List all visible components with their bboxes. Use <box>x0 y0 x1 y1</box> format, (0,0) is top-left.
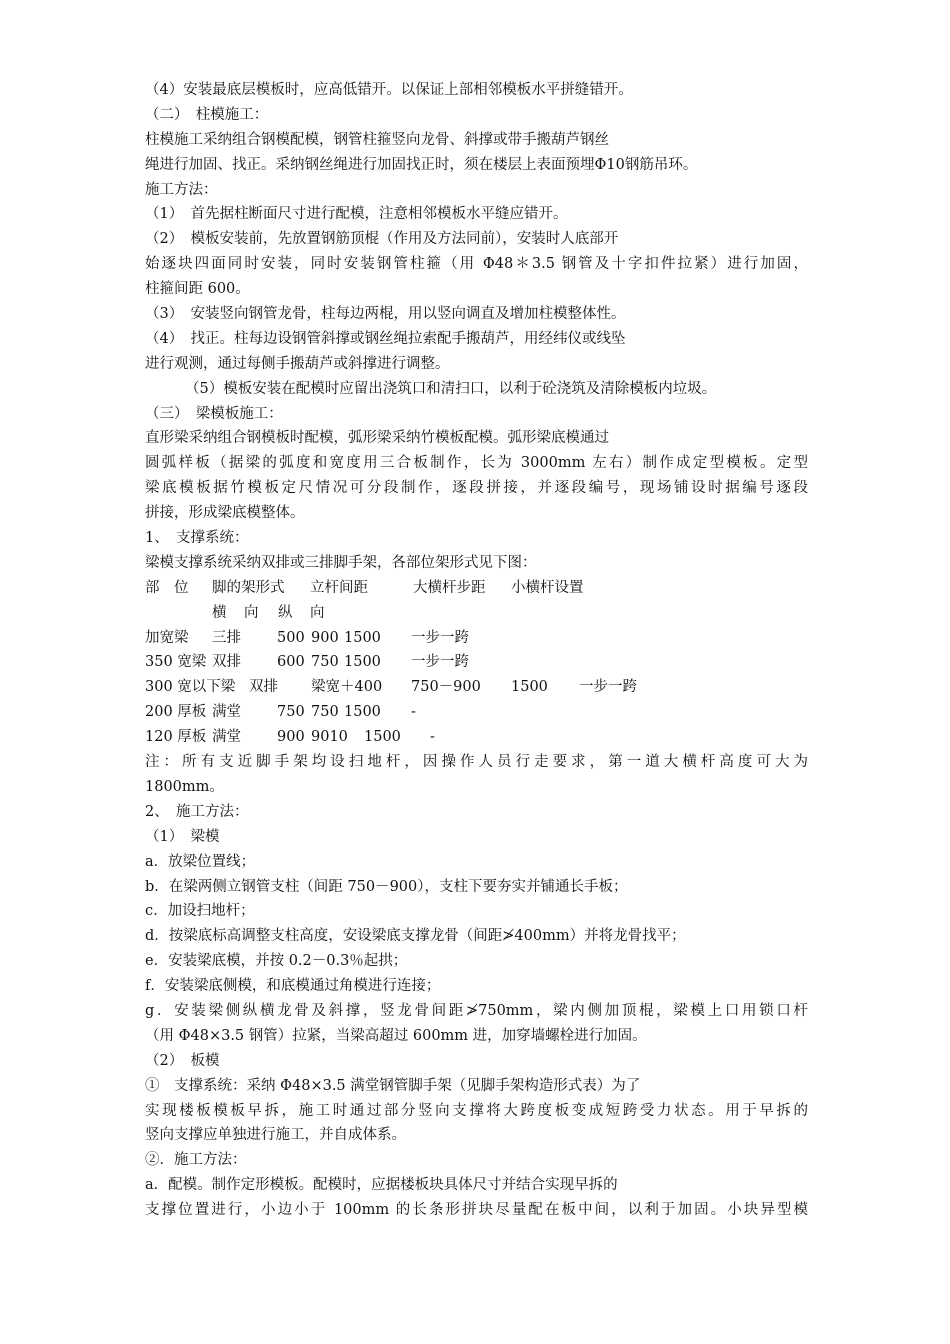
table-cell: 120 厚板 <box>145 729 207 746</box>
table-cell: 900 <box>277 729 305 746</box>
table-cell: 满堂 <box>212 729 241 746</box>
text-line: 圆弧样板（据梁的弧度和宽度用三合板制作，长为 3000mm 左右）制作成定型模板。定型 <box>145 455 808 472</box>
table-cell: 750 <box>311 654 339 671</box>
table-cell: 梁宽＋400 <box>311 679 383 696</box>
text-line: 始逐块四面同时安装，同时安装钢管柱箍（用 Φ48＊3.5 钢管及十字扣件拉紧）进行加固， <box>145 256 808 273</box>
table-cell: 200 厚板 <box>145 704 207 721</box>
text-line: 拼接，形成梁底模整体。 <box>145 505 305 522</box>
table-cell: 600 <box>277 654 305 671</box>
list-item: g．安装梁侧纵横龙骨及斜撑，竖龙骨间距≯750mm，梁内侧加顶棍，梁模上口用锁口杆 <box>145 1002 808 1019</box>
table-cell: 一步一跨 <box>411 654 469 671</box>
list-item: b．在梁两侧立钢管支柱（间距 750－900），支柱下要夯实并铺通长手板； <box>145 878 628 895</box>
text-line: 注：所有支近脚手架均设扫地杆，因操作人员行走要求，第一道大横杆高度可大为 <box>145 754 808 771</box>
text-line: 梁底模板据竹模板定尺情况可分段制作，逐段拼接，并逐段编号，现场铺设时据编号逐段 <box>145 480 808 497</box>
table-header <box>145 576 808 601</box>
text-line: （5）模板安装在配模时应留出浇筑口和清扫口，以利于砼浇筑及清除模板内垃圾。 <box>185 380 717 397</box>
section-heading: （二） 柱模施工： <box>145 106 269 123</box>
table-cell: 1500 <box>344 629 381 646</box>
table-cell: 750 <box>311 704 339 721</box>
text-line: ②．施工方法： <box>145 1152 247 1169</box>
text-line: （用 Φ48×3.5 钢管）拉紧，当梁高超过 600mm 进，加穿墙螺栓进行加固。 <box>145 1027 647 1044</box>
text-line: （3） 安装竖向钢管龙骨，柱每边两棍，用以竖向调直及增加柱模整体性。 <box>145 306 626 323</box>
table-header-cell: 立杆间距 <box>310 579 368 596</box>
table-cell: 9010 <box>311 729 348 746</box>
table-header-cell: 部 位 <box>145 579 189 596</box>
table-cell: 350 宽梁 <box>145 654 207 671</box>
table-cell: 500 <box>277 629 305 646</box>
section-heading: （三） 梁模板施工： <box>145 405 283 422</box>
table-row <box>145 700 808 725</box>
list-item: a．放梁位置线； <box>145 853 256 870</box>
table-header-cell: 大横杆步距 <box>413 579 486 596</box>
table-cell: 双排 <box>212 654 241 671</box>
table-subheader <box>145 601 808 626</box>
text-line: 绳进行加固、找正。采纳钢丝绳进行加固找正时，须在楼层上表面预埋Φ10钢筋吊环。 <box>145 156 698 173</box>
table-subheader-cell: 横 <box>212 604 227 621</box>
text-line: （1） 梁模 <box>145 828 220 845</box>
list-item: e．安装梁底模，并按 0.2－0.3％起拱； <box>145 953 408 970</box>
section-heading: 2、 施工方法： <box>145 803 249 820</box>
text-line: （4）安装最底层模板时，应高低错开。以保证上部相邻模板水平拼缝错开。 <box>145 82 633 98</box>
text-line: （2） 板模 <box>145 1052 220 1069</box>
table-cell: 一步一跨 <box>411 629 469 646</box>
table-cell: 三排 <box>212 629 241 646</box>
text-line: （2） 模板安装前，先放置钢筋顶棍（作用及方法同前），安装时人底部开 <box>145 231 619 248</box>
text-line: 支撑位置进行，小边小于 100mm 的长条形拼块尽量配在板中间，以利于加固。小块异型模 <box>145 1202 808 1219</box>
table-cell: 1500 <box>511 679 548 696</box>
text-line: ① 支撑系统：采纳 Φ48×3.5 满堂钢管脚手架（见脚手架构造形式表）为了 <box>145 1077 641 1094</box>
table-subheader-cell: 纵 <box>278 604 293 621</box>
text-line: a．配模。制作定形模板。配模时，应据楼板块具体尺寸并结合实现早拆的 <box>145 1177 618 1194</box>
table-cell: 300 宽以下梁 <box>145 679 236 696</box>
text-line: 施工方法： <box>145 181 218 198</box>
text-line: 竖向支撑应单独进行施工，并自成体系。 <box>145 1127 406 1144</box>
table-row <box>145 626 808 651</box>
table-cell: - <box>430 729 435 746</box>
table-subheader-cell: 向 <box>310 604 325 621</box>
list-item: f．安装梁底侧模，和底模通过角模进行连接； <box>145 978 441 995</box>
text-line: （1） 首先据柱断面尺寸进行配模，注意相邻模板水平缝应错开。 <box>145 206 568 223</box>
table-cell: 加宽梁 <box>145 629 189 646</box>
text-line: （4） 找正。柱每边设钢管斜撑或钢丝绳拉索配手搬葫芦，用经纬仪或线坠 <box>145 330 626 347</box>
text-line: 进行观测，通过每侧手搬葫芦或斜撑进行调整。 <box>145 355 450 372</box>
table-row <box>145 725 808 750</box>
list-item: d．按梁底标高调整支柱高度，安设梁底支撑龙骨（间距≯400mm）并将龙骨找平； <box>145 928 686 945</box>
table-cell: - <box>411 704 416 721</box>
table-cell: 750 <box>277 704 305 721</box>
section-heading: 1、 支撑系统： <box>145 530 249 547</box>
table-subheader-cell: 向 <box>244 604 259 621</box>
text-line: 柱箍间距 600。 <box>145 281 250 298</box>
table-cell: 750－900 <box>411 679 481 696</box>
table-cell: 1500 <box>364 729 401 746</box>
text-line: 柱模施工采纳组合钢模配模，钢管柱箍竖向龙骨、斜撑或带手搬葫芦钢丝 <box>145 131 609 148</box>
text-line: 1800mm。 <box>145 778 224 795</box>
text-line: 梁模支撑系统采纳双排或三排脚手架，各部位架形式见下图： <box>145 554 537 571</box>
text-line: 直形梁采纳组合钢模板时配模，弧形梁采纳竹模板配模。弧形梁底模通过 <box>145 430 609 447</box>
table-cell: 满堂 <box>212 704 241 721</box>
table-row <box>145 650 808 675</box>
list-item: c．加设扫地杆； <box>145 903 255 920</box>
table-cell: 1500 <box>344 654 381 671</box>
table-header-cell: 小横杆设置 <box>511 579 584 596</box>
table-cell: 900 <box>311 629 339 646</box>
table-row <box>145 675 808 700</box>
table-header-cell: 脚的架形式 <box>212 579 285 596</box>
table-cell: 一步一跨 <box>579 679 637 696</box>
text-line: 实现楼板模板早拆，施工时通过部分竖向支撑将大跨度板变成短跨受力状态。用于早拆的 <box>145 1102 808 1119</box>
table-cell: 双排 <box>249 679 278 696</box>
table-cell: 1500 <box>344 704 381 721</box>
